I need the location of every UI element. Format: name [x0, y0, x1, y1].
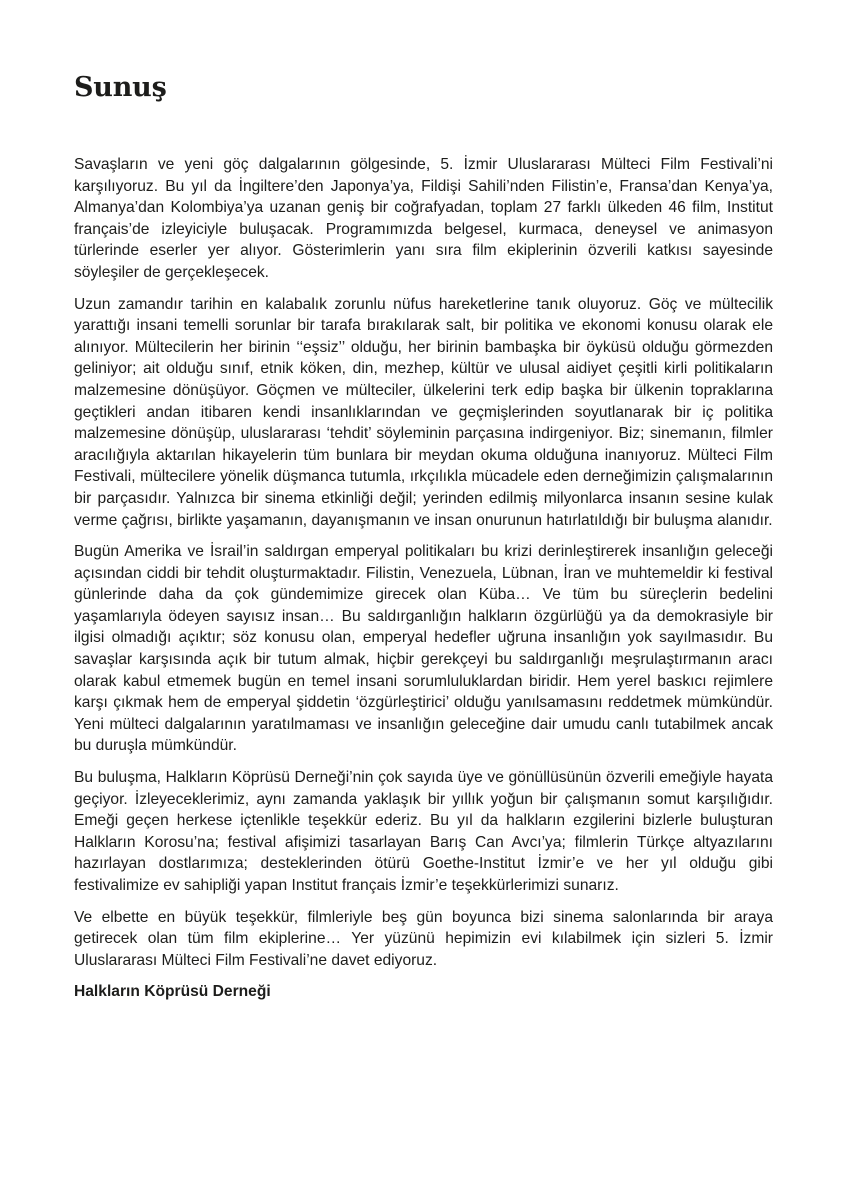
document-page	[74, 70, 773, 1003]
paragraph-invitation: Ve elbette en büyük teşekkür, filmleriyle beş gün boyunca bizi sinema salonlarında bir araya getirecek olan tüm film ekiplerine… Yer yüzünü hepimizin evi kılabilmek için sizleri 5. İzmir Uluslararası Mülteci Film Festivali’ne davet ediyoruz.	[74, 908, 773, 969]
paragraph-migration: Uzun zamandır tarihin en kalabalık zorunlu nüfus hareketlerine tanık oluyoruz. Göç ve mültecilik yarattığı insani temelli sorunlar bir tarafa bırakılarak salt, bir politika ve ekonomi konusu olarak ele alınıyor. Mültecilerin her birinin ‘‘eşsiz’’ olduğu, her birinin bambaşka bir öyküsü olduğu görmezden geliniyor; ait olduğu sınıf, etnik köken, din, mezhep, kültür ve ulusal aidiyet çeşitli kirli politikaların malzemesine dönüşüyor. Göçmen ve mülteciler, ülkelerini terk edip başka bir ülkenin topraklarına geçtikleri andan itibaren kendi insanlıklarından ve geçmişlerinden soyutlanarak bir iç politika malzemesine dönüşüp, uluslararası ‘tehdit’ söyleminin parçasına indirgeniyor. Biz; sinemanın, filmler aracılığıyla aktarılan hikayelerin tüm bunlara bir meydan okuma olduğuna inanıyoruz. Mülteci Film Festivali, mültecilere yönelik düşmanca tutumla, ırkçılıkla mücadele eden derneğimizin çalışmalarının bir parçasıdır. Yalnızca bir sinema etkinliği değil; yerinden edilmiş milyonlarca insanın sesine kulak verme çağrısı, birlikte yaşamanın, dayanışmanın ve insan onurunun hatırlatıldığı bir buluşma alanıdır.	[74, 295, 773, 529]
page-title: Sunuş	[74, 72, 167, 103]
paragraph-thanks: Bu buluşma, Halkların Köprüsü Derneği’nin çok sayıda üye ve gönüllüsünün özverili emeğiyle hayata geçiyor. İzleyeceklerimiz, aynı zamanda yaklaşık bir yıllık yoğun bir çalışmanın somut karşılığıdır. Emeği geçen herkese içtenlikle teşekkür ederiz. Bu yıl da halkların ezgilerini bizlerle buluşturan Halkların Korosu’na; festival afişimizi tasarlayan Barış Can Avcı’ya; filmlerin Türkçe altyazılarını hazırlayan dostlarımıza; desteklerinden ötürü Goethe-Institut İzmir’e ve her yıl olduğu gibi festivalimize ev sahipliği yapan Institut français İzmir’e teşekkürlerimizi sunarız.	[74, 769, 773, 894]
paragraph-intro: Savaşların ve yeni göç dalgalarının gölgesinde, 5. İzmir Uluslararası Mülteci Film Festivali’ni karşılıyoruz. Bu yıl da İngiltere’den Japonya’ya, Fildişi Sahili’nden Filistin’e, Fransa’dan Kenya’ya, Almanya’dan Kolombiya’ya uzanan geniş bir coğrafyadan, toplam 27 farklı ülkeden 46 film, Institut français’de izleyiciyle buluşacak. Programımızda belgesel, kurmaca, deneysel ve animasyon türlerinde eserler yer alıyor. Gösterimlerin yanı sıra film ekiplerinin özverili katkısı sayesinde söyleşiler de gerçekleşecek.	[74, 156, 773, 281]
signature: Halkların Köprüsü Derneği	[74, 983, 271, 1001]
paragraph-politics: Bugün Amerika ve İsrail’in saldırgan emperyal politikaları bu krizi derinleştirerek insanlığın geleceği açısından ciddi bir tehdit oluşturmaktadır. Filistin, Venezuela, Lübnan, İran ve muhtemeldir ki festival günlerinde daha da çok gündemimize girecek olan Küba… Ve tüm bu süreçlerin bedelini yaşamlarıyla ödeyen sayısız insan… Bu saldırganlığın halkların özgürlüğü ya da demokrasiyle bir ilgisi olmadığı açıktır; söz konusu olan, emperyal hedefler uğruna insanlığın yok sayılmasıdır. Bu savaşlar karşısında açık bir tutum almak, hiçbir gerekçeyi bu saldırganlığı meşrulaştırmanın aracı olarak kabul etmemek bugün en temel insani sorumluluklardan biridir. Hem yerel baskıcı rejimlere karşı çıkmak hem de emperyal şiddetin ‘özgürleştirici’ olduğu yanılsamasını reddetmek mümkündür. Yeni mülteci dalgalarının yaratılmaması ve insanlığın geleceğine dair umudu canlı tutabilmek ancak bu duruşla mümkündür.	[74, 543, 773, 755]
